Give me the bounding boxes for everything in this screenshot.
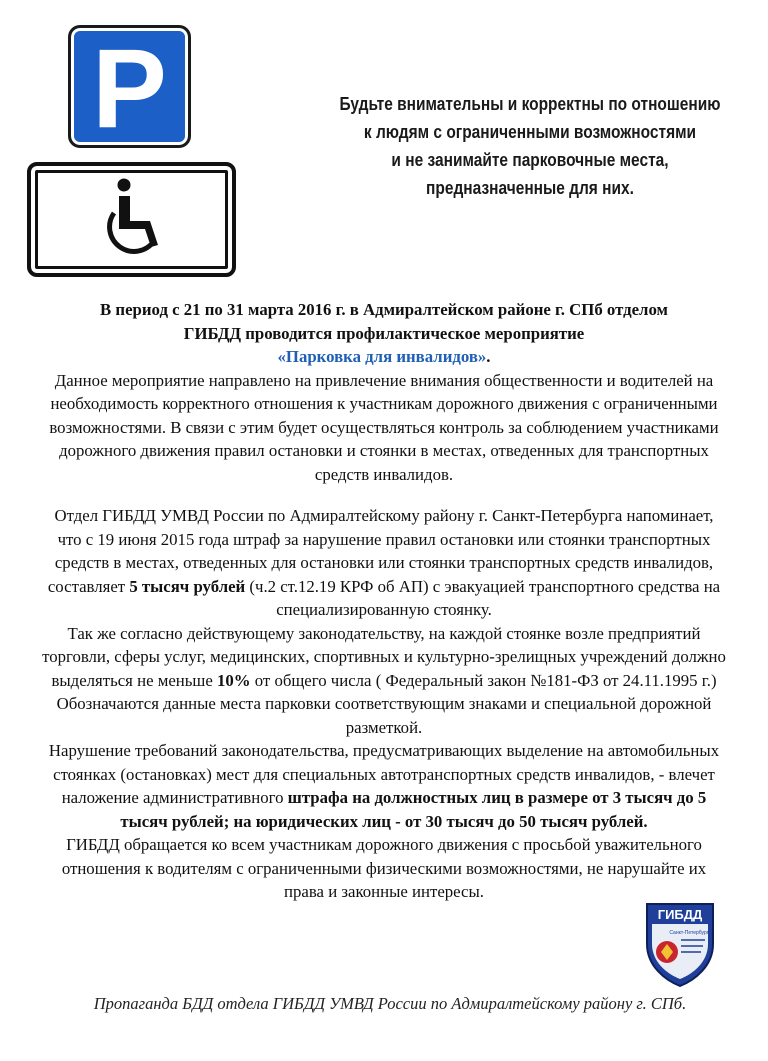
slogan-line: Будьте внимательны и корректны по отношению xyxy=(339,94,721,114)
intro-line-2: ГИБДД проводится профилактическое мероприятие xyxy=(183,323,585,343)
gibdd-emblem xyxy=(643,900,717,988)
slogan xyxy=(332,90,728,202)
fine-amount: 5 тысяч рублей xyxy=(129,576,246,596)
disabled-parking-sign xyxy=(27,162,236,277)
parking-sign xyxy=(68,25,191,151)
event-name: «Парковка для инвалидов» xyxy=(277,347,487,366)
parking-letter: P xyxy=(92,25,167,151)
slogan-line: к людям с ограниченными возможностями xyxy=(363,122,697,142)
paragraph-fine: Отдел ГИБДД УМВД России по Адмиралтейскому району г. Санкт-Петербурга напоминает, что с 19 июня 2015 года штраф за нарушение правил остановки или стоянки транспортных средств в местах, отведенных для остановки или стоянки транспортных средств инвалидов, составляет 5 тысяч рублей (ч.2 ст.12.19 КРФ об АП) с эвакуацией транспортного средства на специализированную стоянку. xyxy=(47,506,721,619)
slogan-line: предназначенные для них. xyxy=(426,178,634,198)
paragraph-law: Так же согласно действующему законодательству, на каждой стоянке возле предприятий торговли, сферы услуг, медицинских, спортивных и культурно-зрелищных учреждений должно выделяться не меньше 10% от общего числа ( Федеральный закон №181-ФЗ от 24.11.1995 г.) Обозначаются данные места парковки соответствующим знаками и специальной дорожной разметкой. xyxy=(42,623,726,737)
percent-value: 10% xyxy=(217,670,251,690)
paragraph-purpose: Данное мероприятие направлено на привлечение внимания общественности и водителей на необходимость корректного отношения к участникам дорожного движения с ограниченными возможностями. В связи с этим будет осуществляться контроль за соблюдением участниками дорожного движения правил остановки и стоянки в местах, отведенных для транспортных средств инвалидов. xyxy=(49,370,719,484)
paragraph-violation: Нарушение требований законодательства, предусматривающих выделение на автомобильных стоянках (остановках) мест для специальных автотранспортных средств инвалидов, - влечет наложение административного штрафа на должностных лиц в размере от 3 тысяч до 5 тысяч рублей; на юридических лиц - от 30 тысяч до 50 тысяч рублей. xyxy=(48,741,720,831)
slogan-line: и не занимайте парковочные места, xyxy=(391,150,669,170)
emblem-subtitle: Санкт-Петербург xyxy=(669,930,709,936)
intro-line-1: В период с 21 по 31 марта 2016 г. в Адмиралтейском районе г. СПб отделом xyxy=(100,300,668,319)
footer-note: Пропаганда БДД отдела ГИБДД УМВД России по Адмиралтейскому району г. СПб. xyxy=(93,994,687,1013)
event-title: «Парковка для инвалидов». xyxy=(277,347,491,366)
paragraph-appeal: ГИБДД обращается ко всем участникам дорожного движения с просьбой уважительного отношения к водителям с ограниченными физическими возможностями, не нарушайте их права и законные интересы. xyxy=(61,835,707,901)
official-fines: штрафа на должностных лиц в размере от 3 тысяч до 5 тысяч рублей; на юридических лиц - от 30 тысяч до 50 тысяч рублей. xyxy=(120,788,707,831)
emblem-title: ГИБДД xyxy=(657,907,703,922)
wheelchair-icon xyxy=(92,175,172,265)
notice-body xyxy=(42,298,726,904)
